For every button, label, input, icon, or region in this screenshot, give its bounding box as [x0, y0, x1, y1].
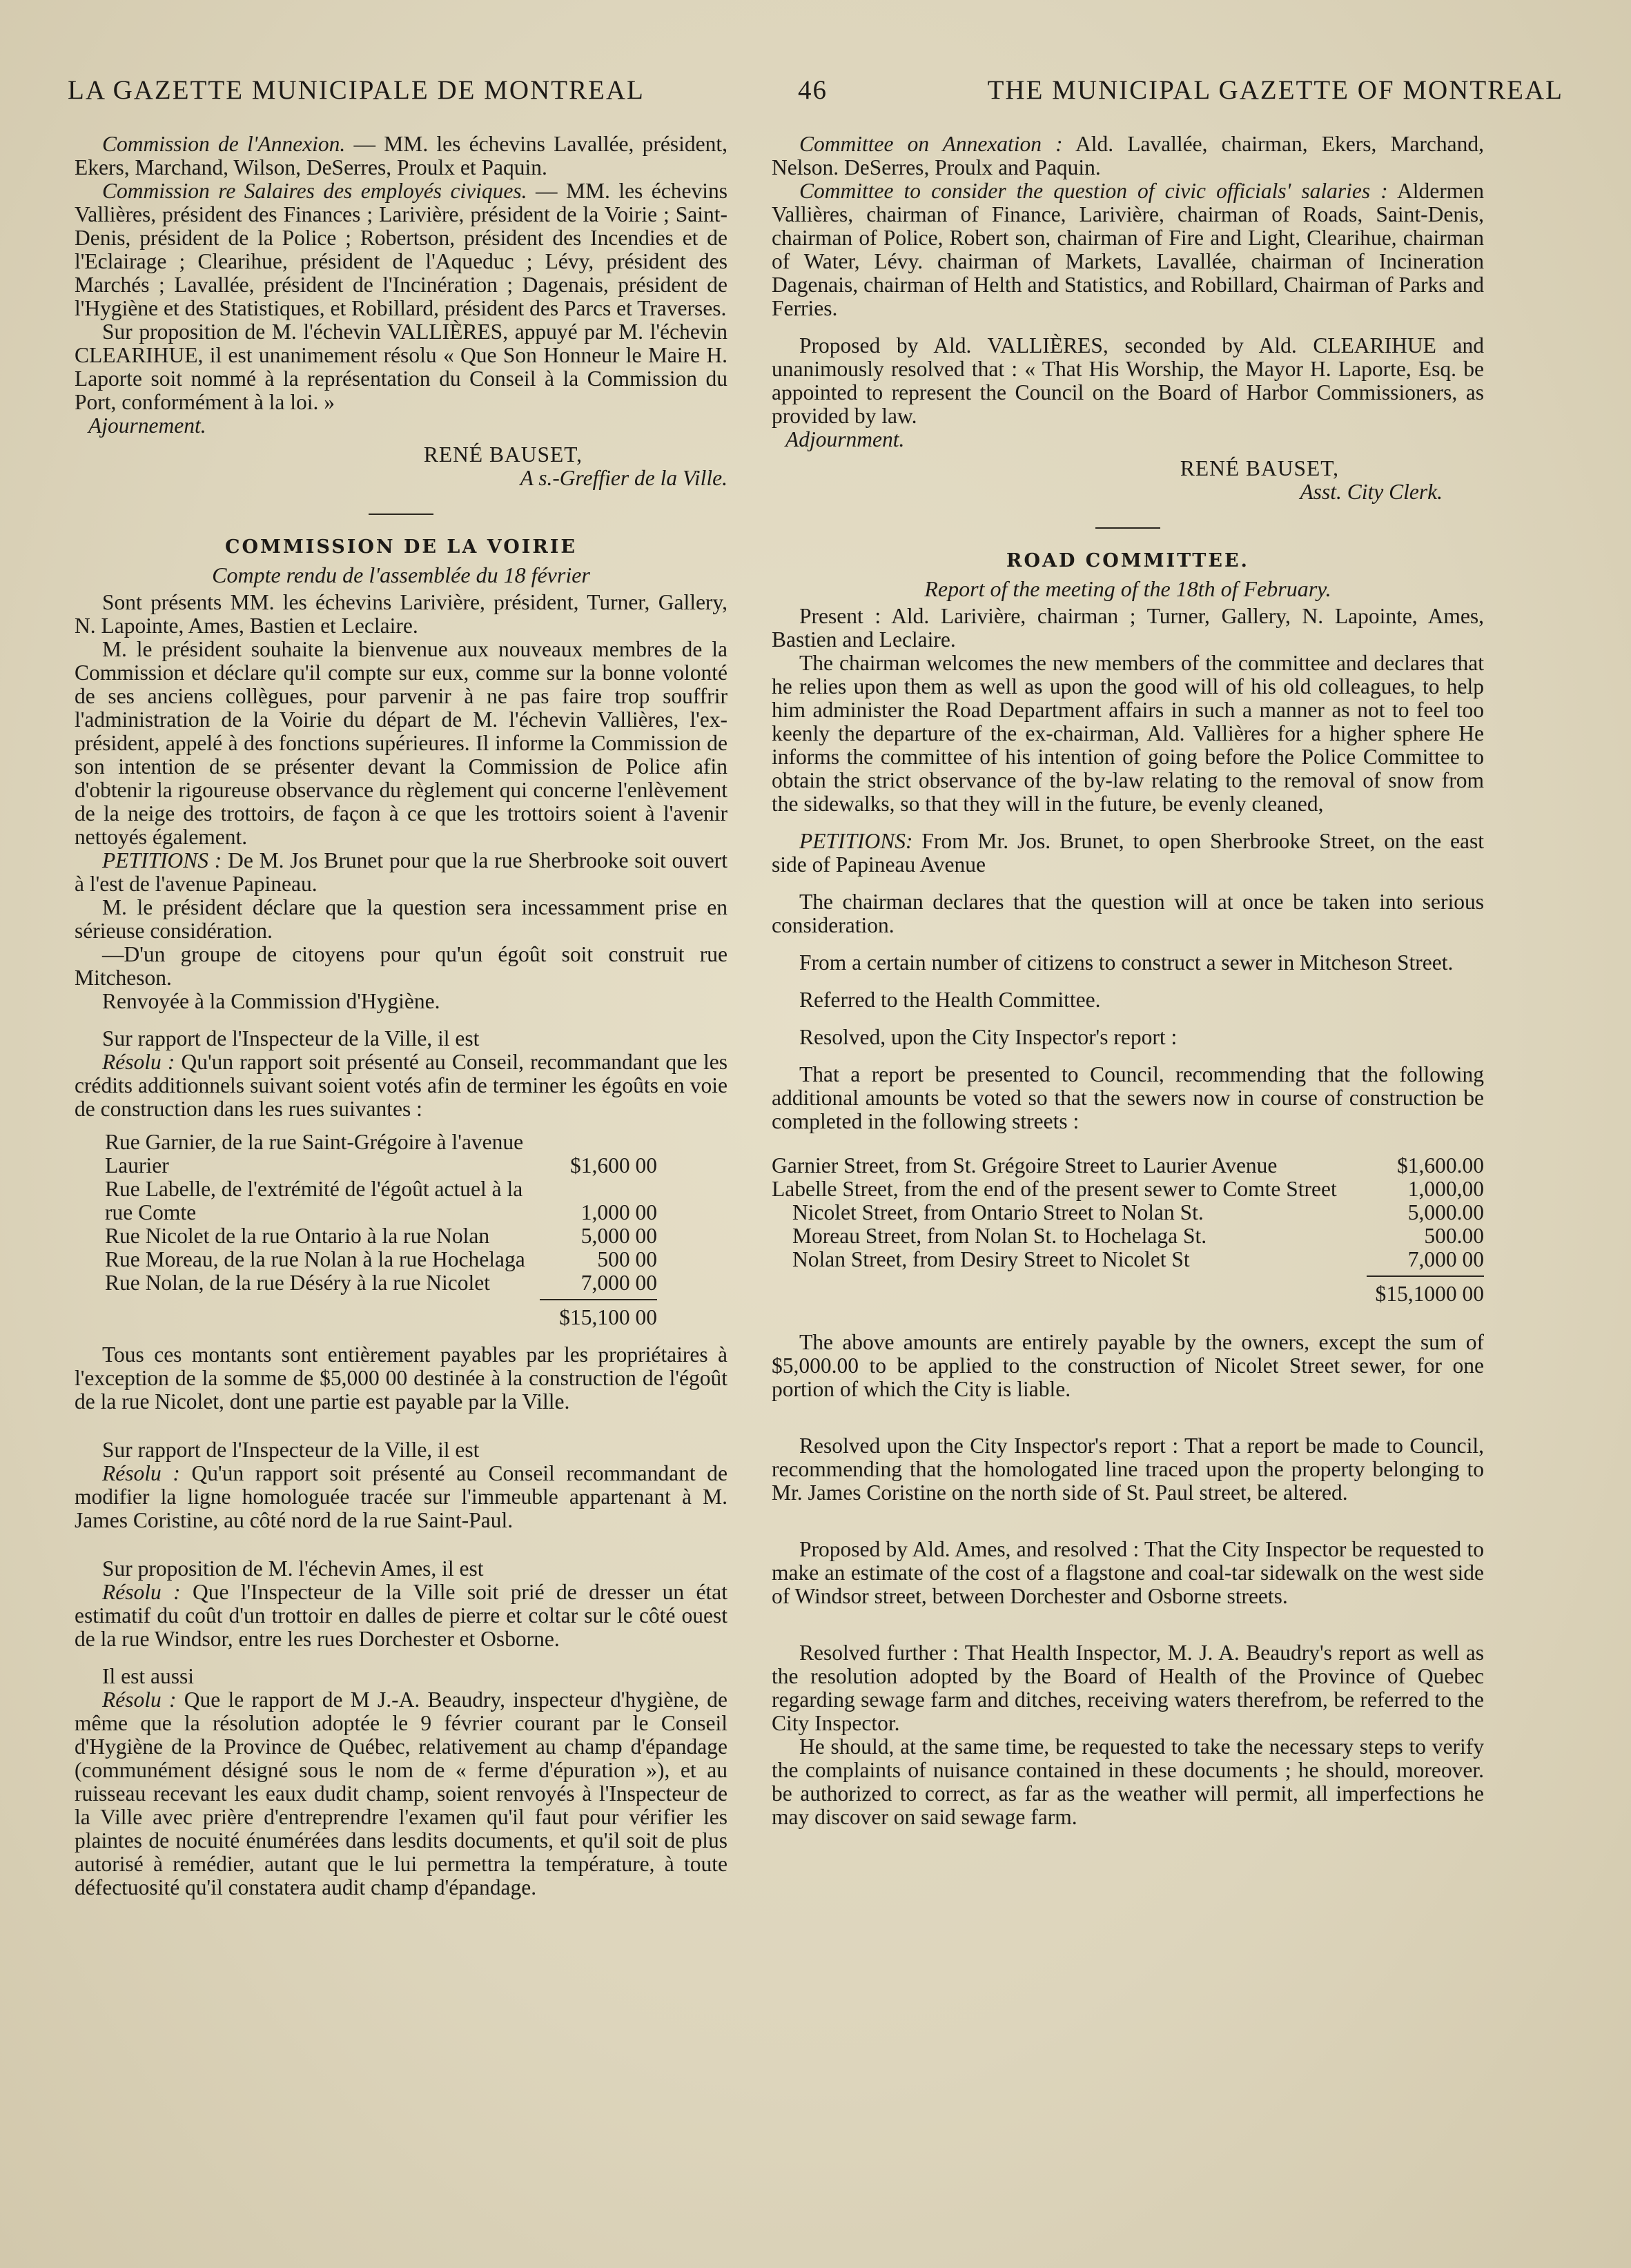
port-proposition: Sur proposition de M. l'échevin VALLIÈRES, appuyé par M. l'échevin CLEARIHUE, il est unanimement résolu « Que Son Honneur le Maire H. Laporte soit nommé à la représentation du Conseil à la Commission du Port, conformément à la loi. » — [75, 320, 727, 414]
total-amount: $15,100 00 — [559, 1305, 657, 1329]
resolu-label: Résolu : — [102, 1688, 177, 1712]
resolution-coristine — [75, 1462, 727, 1532]
street-amount: 7,000 00 — [1407, 1247, 1484, 1271]
signature-title: A s.-Greffier de la Ville. — [520, 466, 727, 490]
total-row — [772, 1282, 1484, 1306]
annexion-text: — MM. les échevins Lavallée, président, Ekers, Marchand, Wilson, DeSerres, Proulx et Paquin. — [75, 132, 727, 179]
chair-declaration: M. le président déclare que la question sera incessamment prise en sérieuse considération. — [75, 895, 727, 943]
salaries-text: Aldermen Vallières, chairman of Finance, Larivière, chairman of Roads, Saint-Denis, chairman of Police, Robert son, chairman of Fire and Light, Clearihue, chairman of Water, Lévy. chairman of Markets, Lavallée, chairman of Incineration Dagenais, chairman of Helth and Statistics, and Robillard, Chairman of Parks and Ferries. — [772, 179, 1485, 320]
street-desc: Labelle Street, from the end of the present sewer to Comte Street — [772, 1177, 1337, 1201]
petitions-label: PETITIONS: — [799, 829, 913, 853]
street-amount: 5,000.00 — [1407, 1200, 1484, 1224]
resolu-label: Résolu : — [102, 1580, 181, 1604]
street-row — [105, 1248, 657, 1271]
resolution-credits — [75, 1050, 727, 1121]
resolu-text: Qu'un rapport soit présenté au Conseil, recommandant que les crédits additionnels suivant soient votés afin de terminer les égoûts en voie de construction dans les rues suivantes : — [75, 1050, 727, 1121]
present-members: Present : Ald. Larivière, chairman ; Turner, Gallery, N. Lapointe, Ames, Bastien and Leclaire. — [772, 604, 1484, 652]
signature-name: RENÉ BAUSET, — [1180, 456, 1339, 480]
sewer-request: —D'un groupe de citoyens pour qu'un égoût soit construit rue Mitcheson. — [75, 942, 727, 990]
street-row — [772, 1201, 1484, 1224]
street-desc: Moreau Street, from Nolan St. to Hochelaga St. — [792, 1224, 1207, 1248]
street-desc: Garnier Street, from St. Grégoire Street to Laurier Avenue — [772, 1153, 1278, 1177]
section-divider — [369, 514, 433, 515]
street-desc: Rue Labelle, de l'extrémité de l'égoût actuel à la rue Comte — [105, 1177, 523, 1224]
street-amount: 500 00 — [597, 1247, 657, 1271]
street-desc: Rue Nolan, de la rue Déséry à la rue Nicolet — [105, 1271, 491, 1295]
street-row — [772, 1154, 1484, 1177]
petitions-paragraph — [75, 849, 727, 896]
aussi-line: Il est aussi — [102, 1664, 194, 1688]
street-row — [105, 1177, 657, 1224]
street-desc: Rue Garnier, de la rue Saint-Grégoire à l'avenue Laurier — [105, 1130, 524, 1177]
page-number: 46 — [798, 75, 828, 105]
ames-proposition: Sur proposition de M. l'échevin Ames, il est — [102, 1556, 484, 1581]
harbor-proposition: Proposed by Ald. VALLIÈRES, seconded by Ald. CLEARIHUE and unanimously resolved that : « That His Worship, the Mayor H. Laporte, Esq. be appointed to represent the Council on the Board of Harbor Commissioners, as provided by law. — [772, 333, 1484, 428]
total-row — [105, 1306, 657, 1329]
street-desc: Nolan Street, from Desiry Street to Nicolet St — [792, 1247, 1190, 1271]
inspector-report: Sur rapport de l'Inspecteur de la Ville, il est — [102, 1026, 480, 1050]
resolved-inspector: Resolved, upon the City Inspector's report : — [799, 1025, 1178, 1049]
street-amount: 1,000,00 — [1407, 1177, 1484, 1201]
same-time-paragraph: He should, at the same time, be requested to take the necessary steps to verify the complaints of nuisance contained in these documents ; he should, moreover. be authorized to correct, as far as the weather will permit, all imperfections he may discover on said sewage farm. — [772, 1734, 1484, 1829]
annexion-lead: Commission de l'Annexion. — [102, 132, 346, 156]
section-divider — [1095, 527, 1160, 529]
report-paragraph: That a report be presented to Council, recommending that the following additional amounts be voted so that the sewers now in course of construction be completed in the following streets : — [772, 1062, 1484, 1133]
inspector-report-2: Sur rapport de l'Inspecteur de la Ville, il est — [102, 1438, 480, 1462]
resolution-beaudry — [75, 1688, 727, 1899]
street-desc: Rue Moreau, de la rue Nolan à la rue Hochelaga — [105, 1247, 525, 1271]
street-amount: 1,000 00 — [580, 1200, 657, 1224]
annexion-paragraph — [75, 133, 727, 179]
street-amount: $1,600 00 — [570, 1153, 657, 1177]
further-resolution: Resolved further : That Health Inspector, M. J. A. Beaudry's report as well as the resolution adopted by the Board of Health of the Province of Quebec regarding sewage farm and ditches, receiving waters therefrom, be referred to the City Inspector. — [772, 1641, 1484, 1735]
annexation-text: Ald. Lavallée, chairman, Ekers, Marchand, Nelson. DeSerres, Proulx and Paquin. — [772, 132, 1485, 179]
street-desc: Nicolet Street, from Ontario Street to Nolan St. — [792, 1200, 1204, 1224]
street-row — [105, 1224, 657, 1248]
street-row — [772, 1177, 1484, 1201]
total-rule — [540, 1299, 657, 1300]
petitions-text: From Mr. Jos. Brunet, to open Sherbrooke Street, on the east side of Papineau Avenue — [772, 829, 1484, 877]
petitions-text: De M. Jos Brunet pour que la rue Sherbrooke soit ouvert à l'est de l'avenue Papineau. — [75, 848, 728, 896]
salaires-lead: Commission re Salaires des employés civiques. — [102, 179, 527, 203]
chair-declaration: The chairman declares that the question will at once be taken into serious consideration. — [772, 890, 1484, 937]
street-row — [772, 1224, 1484, 1248]
total-rule — [1367, 1275, 1484, 1277]
sewer-request: From a certain number of citizens to construct a sewer in Mitcheson Street. — [799, 950, 1454, 975]
referral: Referred to the Health Committee. — [799, 988, 1101, 1012]
street-row — [105, 1271, 657, 1295]
street-amount: 500.00 — [1424, 1224, 1484, 1248]
welcome-paragraph: M. le président souhaite la bienvenue aux nouveaux membres de la Commission et déclare qu'il compte sur eux, comme sur la bonne volonté de ses anciens collègues, pour parvenir à ne pas faire trop souffrir l'administration de la Voirie du départ de M. l'échevin Vallières, l'ex-président, appelé à des fonctions supérieures. Il informe la Commission de son intention de se présenter devant la Commission de Police afin d'obtenir la rigoureuse observance du règlement qui concerne l'enlèvement de la neige des trottoirs, de façon à ce que les trottoirs soient à l'avenir nettoyés également. — [75, 637, 727, 849]
amounts-note: Tous ces montants sont entièrement payables par les propriétaires à l'exception de la somme de $5,000 00 destinée à la construction de l'égoût de la rue Nicolet, dont une partie est payable par la Ville. — [75, 1342, 727, 1414]
salaires-paragraph — [75, 179, 727, 320]
amounts-note: The above amounts are entirely payable by the owners, except the sum of $5,000.00 to be applied to the construction of Nicolet Street sewer, for one portion of which the City is liable. — [772, 1330, 1484, 1401]
adjournment: Adjournment. — [785, 427, 905, 451]
welcome-paragraph: The chairman welcomes the new members of the committee and declares that he relies upon them as well as upon the good will of his old colleagues, to help him administer the Road Department affairs in such a manner as not to feel too keenly the departure of the ex-chairman, Ald. Vallières for a higher sphere He informs the committee of his intention of going before the Police Committee to obtain the strict observance of the by-law relating to the removal of snow from the sidewalks, so that they will in the future, be evenly cleaned, — [772, 651, 1484, 816]
resolution-windsor — [75, 1581, 727, 1651]
street-amounts-list — [772, 1154, 1484, 1306]
resolu-text: Que le rapport de M J.-A. Beaudry, inspecteur d'hygiène, de même que la résolution adoptée le 9 février courant par le Conseil d'Hygiène de la Province de Québec, relativement au champ d'épandage (communément désigné sous le nom de « ferme d'épuration »), et au ruisseau recevant les eaux dudit champ, soient renvoyés à l'Inspecteur de la Ville avec prière d'entreprendre l'examen qu'il faut pour vérifier les plaintes de nocuité énumérées dans lesdits documents, et qu'il soit de plus autorisé à remédier, autant que le lui permettra la température, à toute défectuosité qu'il constatera audit champ d'épandage. — [75, 1688, 727, 1899]
adjournment: Ajournement. — [88, 413, 206, 438]
english-column — [772, 133, 1484, 1829]
annexation-lead: Committee on Annexation : — [799, 132, 1063, 156]
petitions-paragraph — [772, 830, 1484, 877]
annexation-paragraph — [772, 133, 1484, 179]
signature-name: RENÉ BAUSET, — [423, 442, 583, 467]
header-french-title: LA GAZETTE MUNICIPALE DE MONTREAL — [68, 75, 645, 105]
salaries-lead: Committee to consider the question of civic officials' salaries : — [799, 179, 1388, 203]
resolu-label: Résolu : — [102, 1050, 175, 1074]
section-title: COMMISSION DE LA VOIRIE — [224, 536, 578, 558]
salaries-paragraph — [772, 179, 1484, 320]
street-amount: $1,600.00 — [1397, 1153, 1484, 1177]
petitions-label: PETITIONS : — [102, 848, 222, 872]
section-subtitle: Compte rendu de l'assemblée du 18 février — [212, 563, 590, 587]
referral: Renvoyée à la Commission d'Hygiène. — [102, 989, 440, 1013]
street-amount: 5,000 00 — [580, 1224, 657, 1248]
homologated-line: Resolved upon the City Inspector's report : That a report be made to Council, recommending that the homologated line traced upon the property belonging to Mr. James Coristine on the north side of St. Paul street, be altered. — [772, 1434, 1484, 1505]
signature-title: Asst. City Clerk. — [1300, 480, 1443, 504]
section-title: ROAD COMMITTEE. — [1006, 550, 1249, 571]
present-members: Sont présents MM. les échevins Larivière, président, Turner, Gallery, N. Lapointe, Ames, Bastien et Leclaire. — [75, 590, 727, 638]
street-amounts-list — [75, 1131, 657, 1329]
total-amount: $15,1000 00 — [1375, 1282, 1484, 1306]
street-amount: 7,000 00 — [580, 1271, 657, 1295]
street-row — [772, 1248, 1484, 1271]
section-subtitle: Report of the meeting of the 18th of February. — [924, 576, 1331, 601]
french-column — [75, 133, 727, 1899]
street-desc: Rue Nicolet de la rue Ontario à la rue Nolan — [105, 1224, 490, 1248]
ames-resolution: Proposed by Ald. Ames, and resolved : That the City Inspector be requested to make an estimate of the cost of a flagstone and coal-tar sidewalk on the west side of Windsor street, between Dorchester and Osborne streets. — [772, 1537, 1484, 1608]
salaires-text: — MM. les échevins Vallières, président des Finances ; Larivière, président de la Voirie ; Saint-Denis, président de la Police ; Robertson, président des Incendies et de l'Eclairage ; Clearihue, président de l'Aqueduc ; Lévy, président des Marchés ; Lavallée, président de l'Incinération ; Dagenais, président de l'Hygiène et des Statistiques, et Robillard, président des Parcs et Traverses. — [75, 179, 727, 320]
resolu-label: Résolu : — [102, 1461, 180, 1485]
running-head — [68, 75, 1563, 116]
resolu-text: Que l'Inspecteur de la Ville soit prié de dresser un état estimatif du coût d'un trottoir en dalles de pierre et coltar sur le côté ouest de la rue Windsor, entre les rues Dorchester et Osborne. — [75, 1580, 728, 1651]
street-row — [105, 1131, 657, 1177]
header-english-title: THE MUNICIPAL GAZETTE OF MONTREAL — [987, 75, 1563, 105]
resolu-text: Qu'un rapport soit présenté au Conseil recommandant de modifier la ligne homologuée tracée sur l'immeuble appartenant à M. James Coristine, au côté nord de la rue Saint-Paul. — [75, 1461, 727, 1532]
